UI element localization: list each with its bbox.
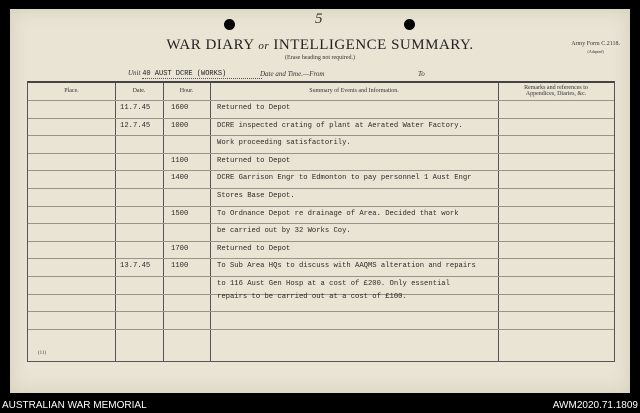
row-rule: [28, 329, 614, 330]
row-rule: [28, 241, 614, 242]
title-or: or: [258, 40, 270, 52]
row-summary: Work proceeding satisfactorily.: [217, 139, 351, 148]
row-rule: [28, 118, 614, 119]
datetime-label: Date and Time.—From: [260, 70, 325, 78]
column-divider: [210, 83, 211, 361]
row-rule: [28, 223, 614, 224]
unit-value: 40 AUST DCRE (WORKS): [142, 70, 262, 79]
row-rule: [28, 258, 614, 259]
header-remarks: [498, 83, 614, 101]
title-intelligence-summary: INTELLIGENCE SUMMARY.: [273, 37, 474, 53]
header-remarks-line2: Appendices, Diaries, &c.: [525, 91, 587, 97]
title-war-diary: WAR DIARY: [166, 37, 255, 53]
row-rule: [28, 170, 614, 171]
caption-right: AWM2020.71.1809: [552, 400, 638, 411]
row-rule: [28, 206, 614, 207]
row-summary: DCRE Garrison Engr to Edmonton to pay personnel 1 Aust Engr: [217, 174, 472, 183]
diary-page: [10, 9, 630, 393]
column-divider: [115, 83, 116, 361]
row-hour: 1100: [171, 262, 189, 271]
row-hour: 1600: [171, 104, 189, 112]
row-hour: 1400: [171, 174, 189, 183]
header-summary: Summary of Events and Information.: [210, 83, 498, 101]
row-hour: 1700: [171, 244, 189, 253]
row-summary: Returned to Depot: [217, 104, 291, 112]
row-summary: to 116 Aust Gen Hosp at a cost of £200. Only essential: [217, 280, 450, 288]
to-label: To: [418, 70, 425, 78]
row-hour: 1500: [171, 209, 189, 218]
row-summary: be carried out by 32 Works Coy.: [217, 227, 351, 236]
punch-hole: [404, 19, 415, 30]
row-hour: 1000: [171, 121, 189, 130]
page-subtitle: (Erase heading not required.): [285, 55, 355, 61]
header-remarks-line1: Remarks and references to: [524, 85, 588, 91]
row-rule: [28, 153, 614, 154]
unit-label: Unit: [128, 69, 141, 77]
row-summary: Returned to Depot: [217, 244, 291, 253]
footer-mark: (11): [38, 351, 47, 356]
row-rule: [28, 276, 614, 277]
diary-table: [27, 81, 615, 362]
caption-left: AUSTRALIAN WAR MEMORIAL: [2, 400, 147, 411]
form-label-text: Army Form C.2118.: [571, 41, 620, 47]
unit-line: [128, 69, 262, 79]
row-summary: Stores Base Depot.: [217, 192, 295, 200]
header-date: Date.: [115, 83, 163, 101]
row-summary: repairs to be carried out at a cost of £100.: [217, 292, 407, 301]
row-rule: [28, 135, 614, 136]
row-summary: To Sub Area HQs to discuss with AAQMS alteration and repairs: [217, 262, 476, 271]
row-summary: To Ordnance Depot re drainage of Area. Decided that work: [217, 209, 459, 218]
punch-hole: [224, 19, 235, 30]
row-date: 12.7.45: [120, 121, 151, 130]
row-date: 11.7.45: [120, 104, 151, 112]
row-rule: [28, 100, 614, 101]
row-summary: Returned to Depot: [217, 156, 291, 165]
column-divider: [498, 83, 499, 361]
row-date: 13.7.45: [120, 262, 151, 271]
header-hour: Hour.: [163, 83, 210, 101]
row-rule: [28, 188, 614, 189]
page-title: [10, 37, 630, 54]
page-number: 5: [315, 11, 323, 27]
row-summary: DCRE inspected crating of plant at Aerated Water Factory.: [217, 121, 463, 130]
column-divider: [163, 83, 164, 361]
row-rule: [28, 311, 614, 312]
header-place: Place.: [28, 83, 115, 101]
form-label-sub: (Adapted): [587, 49, 604, 54]
row-hour: 1100: [171, 156, 189, 165]
